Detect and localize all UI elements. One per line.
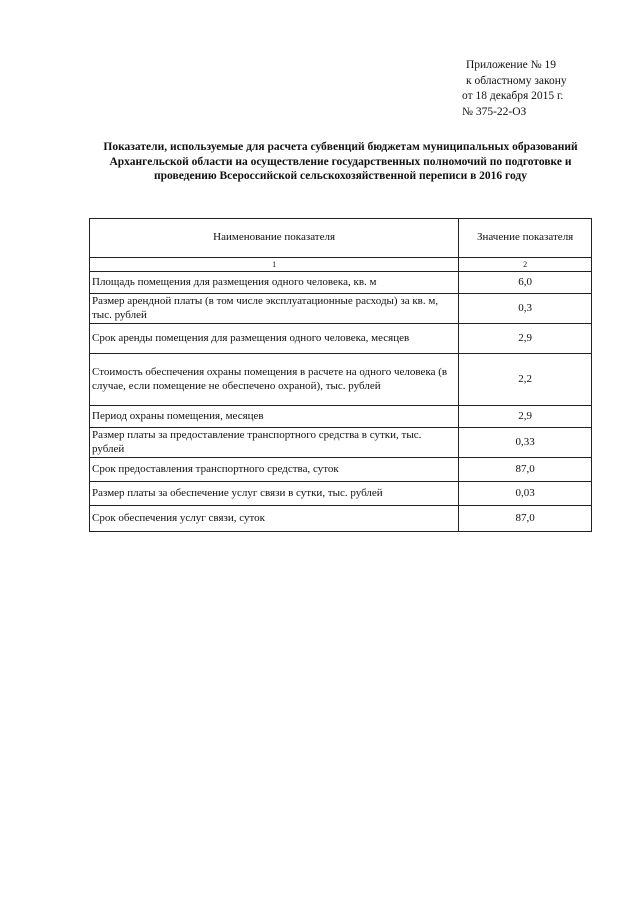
indicator-value: 2,2: [459, 354, 592, 406]
appendix-law-date: от 18 декабря 2015 г.: [462, 90, 564, 102]
table-row: [90, 354, 592, 406]
column-number-2: 2: [459, 258, 592, 272]
table-row: [90, 506, 592, 532]
table-header-row: [90, 219, 592, 258]
column-number-row: [90, 258, 592, 272]
column-header-name: Наименование показателя: [90, 219, 459, 258]
indicator-name: Размер платы за предоставление транспортного средства в сутки, тыс. рублей: [90, 428, 459, 458]
column-header-value: Значение показателя: [459, 219, 592, 258]
table-row: [90, 428, 592, 458]
indicator-name: Стоимость обеспечения охраны помещения в расчете на одного человека (в случае, если помещение не обеспечено охраной), тыс. рублей: [90, 354, 459, 406]
indicator-name: Площадь помещения для размещения одного человека, кв. м: [90, 272, 459, 294]
indicator-value: 0,3: [459, 294, 592, 324]
document-title: Показатели, используемые для расчета субвенций бюджетам муниципальных образований Архангельской области на осуществление государственных полномочий по подготовке и проведению Всероссийской сельскохозяйственной переписи в 2016 году: [103, 141, 578, 182]
column-number-1: 1: [90, 258, 459, 272]
indicator-name: Период охраны помещения, месяцев: [90, 406, 459, 428]
appendix-number: Приложение № 19: [466, 59, 556, 71]
indicator-value: 2,9: [459, 406, 592, 428]
indicator-name: Размер арендной платы (в том числе эксплуатационные расходы) за кв. м, тыс. рублей: [90, 294, 459, 324]
indicator-value: 87,0: [459, 506, 592, 532]
indicator-name: Размер платы за обеспечение услуг связи в сутки, тыс. рублей: [90, 482, 459, 506]
indicator-value: 87,0: [459, 458, 592, 482]
indicator-value: 6,0: [459, 272, 592, 294]
table-row: [90, 294, 592, 324]
table-row: [90, 458, 592, 482]
appendix-reference: [462, 58, 632, 120]
table-row: [90, 324, 592, 354]
indicator-name: Срок аренды помещения для размещения одного человека, месяцев: [90, 324, 459, 354]
table-row: [90, 482, 592, 506]
table-row: [90, 272, 592, 294]
indicator-name: Срок обеспечения услуг связи, суток: [90, 506, 459, 532]
indicator-value: 2,9: [459, 324, 592, 354]
indicator-value: 0,03: [459, 482, 592, 506]
appendix-law-number: № 375-22-ОЗ: [462, 105, 527, 118]
table-row: [90, 406, 592, 428]
indicators-table: [89, 218, 592, 532]
appendix-law-type: к областному закону: [466, 74, 567, 87]
indicator-value: 0,33: [459, 428, 592, 458]
indicator-name: Срок предоставления транспортного средства, суток: [90, 458, 459, 482]
